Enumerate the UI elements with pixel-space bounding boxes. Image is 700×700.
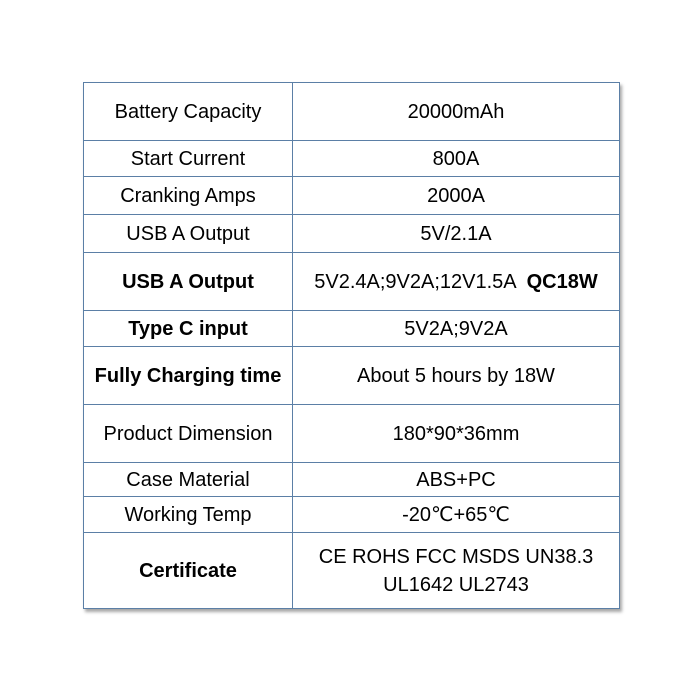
- table-row: [84, 311, 620, 347]
- row-label: Certificate: [84, 533, 293, 609]
- table-row: [84, 347, 620, 405]
- row-label: Battery Capacity: [84, 83, 293, 141]
- usb-a-output-value: 5V2.4A;9V2A;12V1.5A: [314, 270, 517, 293]
- row-value: About 5 hours by 18W: [293, 347, 620, 405]
- certificate-line: UL1642 UL2743: [383, 573, 529, 596]
- spec-table: [83, 82, 620, 609]
- row-label: Case Material: [84, 463, 293, 497]
- table-row: [84, 497, 620, 533]
- row-value: [293, 253, 620, 311]
- row-value: 5V/2.1A: [293, 215, 620, 253]
- row-value: ABS+PC: [293, 463, 620, 497]
- table-row: [84, 253, 620, 311]
- row-value: 5V2A;9V2A: [293, 311, 620, 347]
- quick-charge-tag: QC18W: [526, 270, 598, 293]
- row-label: Fully Charging time: [84, 347, 293, 405]
- table-row: [84, 215, 620, 253]
- row-label: USB A Output: [84, 215, 293, 253]
- row-value: [293, 533, 620, 609]
- certificate-line: CE ROHS FCC MSDS UN38.3: [318, 545, 594, 568]
- row-label: Working Temp: [84, 497, 293, 533]
- table-row: [84, 463, 620, 497]
- row-value: 2000A: [293, 177, 620, 215]
- row-label: Cranking Amps: [84, 177, 293, 215]
- row-label: Type C input: [84, 311, 293, 347]
- row-value: 20000mAh: [293, 83, 620, 141]
- row-value: 800A: [293, 141, 620, 177]
- row-label: Start Current: [84, 141, 293, 177]
- table-row: [84, 533, 620, 609]
- row-label: USB A Output: [84, 253, 293, 311]
- table-row: [84, 83, 620, 141]
- table-row: [84, 141, 620, 177]
- table-row: [84, 405, 620, 463]
- row-value: -20℃+65℃: [293, 497, 620, 533]
- table-row: [84, 177, 620, 215]
- row-value: 180*90*36mm: [293, 405, 620, 463]
- row-label: Product Dimension: [84, 405, 293, 463]
